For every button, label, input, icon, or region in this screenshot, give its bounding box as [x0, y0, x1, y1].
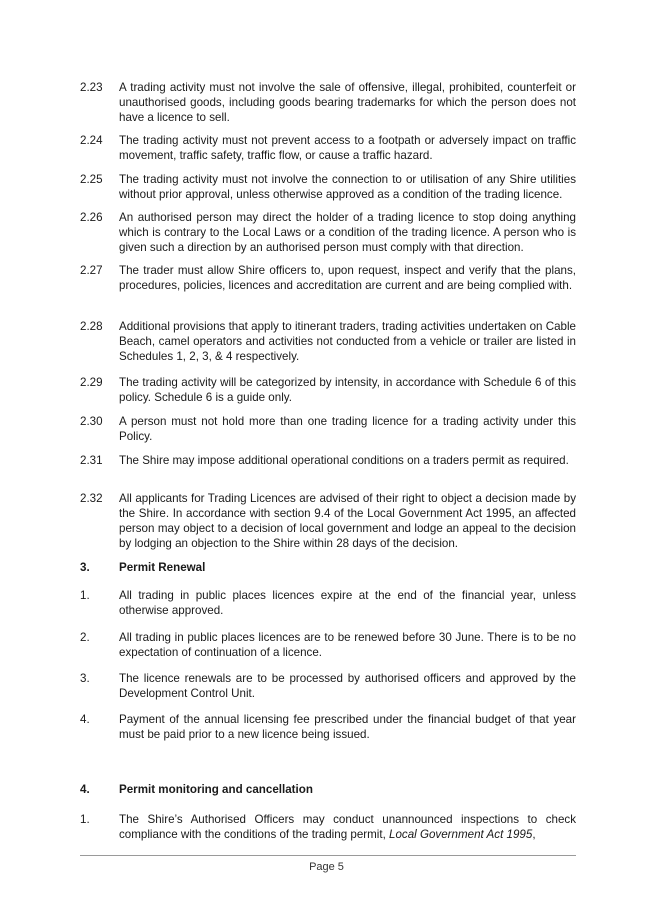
- item-text-plain: The Shire’s Authorised Officers may conduct unannounced inspections to check compliance with the conditions of the trading permit,: [119, 813, 576, 841]
- item-number: 4.: [80, 713, 90, 726]
- clause-number: 2.24: [80, 134, 103, 147]
- item-text: All trading in public places licences are to be renewed before 30 June. There is to be no expectation of continuation of a licence.: [119, 631, 576, 659]
- clause-number: 2.23: [80, 81, 103, 94]
- act-citation: Local Government Act 1995: [389, 828, 533, 841]
- item-text: Payment of the annual licensing fee prescribed under the financial budget of that year must be paid prior to a new licence being issued.: [119, 713, 576, 741]
- clause-number: 2.28: [80, 320, 103, 333]
- item-text-tail: ,: [532, 828, 536, 841]
- clause-number: 2.31: [80, 454, 103, 467]
- section-number: 3.: [80, 561, 90, 574]
- section-title: Permit Renewal: [119, 561, 206, 574]
- item-number: 1.: [80, 813, 90, 826]
- clause-text: A trading activity must not involve the sale of offensive, illegal, prohibited, counterfeit or unauthorised goods, including goods bearing trademarks for which the person does not have a licence to sell.: [119, 81, 576, 124]
- page-number: Page 5: [309, 861, 344, 873]
- section-number: 4.: [80, 783, 90, 796]
- clause-text: A person must not hold more than one trading licence for a trading activity under this Policy.: [119, 415, 576, 443]
- clause-number: 2.27: [80, 264, 103, 277]
- clause-text: The Shire may impose additional operational conditions on a traders permit as required.: [119, 454, 569, 467]
- item-text: The licence renewals are to be processed by authorised officers and approved by the Development Control Unit.: [119, 672, 576, 700]
- clause-text: The trading activity must not prevent access to a footpath or adversely impact on traffic movement, traffic safety, traffic flow, or cause a traffic hazard.: [119, 134, 576, 162]
- clause-number: 2.32: [80, 492, 103, 505]
- clause-text: The trader must allow Shire officers to, upon request, inspect and verify that the plans, procedures, policies, licences and accreditation are current and are being complied with.: [119, 264, 576, 292]
- footer-divider: [80, 855, 576, 856]
- clause-number: 2.25: [80, 173, 103, 186]
- clause-text: The trading activity must not involve the connection to or utilisation of any Shire utilities without prior approval, unless otherwise approved as a condition of the trading licence.: [119, 173, 576, 201]
- clause-text: All applicants for Trading Licences are advised of their right to object a decision made by the Shire. In accordance with section 9.4 of the Local Government Act 1995, an affected person may object to a decision of local government and lodge an appeal to the decision by lodging an objection to the Shire within 28 days of the decision.: [119, 492, 576, 550]
- item-text: [119, 812, 576, 842]
- clause-text: Additional provisions that apply to itinerant traders, trading activities undertaken on Cable Beach, camel operators and activities not conducted from a vehicle or trailer are listed in Schedules 1, 2, 3, & 4 respectively.: [119, 320, 576, 363]
- item-number: 3.: [80, 672, 90, 685]
- clause-number: 2.29: [80, 376, 103, 389]
- clause-text: An authorised person may direct the holder of a trading licence to stop doing anything which is contrary to the Local Laws or a condition of the trading licence. A person who is given such a direction by an authorised person must comply with that direction.: [119, 211, 576, 254]
- item-number: 1.: [80, 589, 90, 602]
- item-number: 2.: [80, 631, 90, 644]
- section-title: Permit monitoring and cancellation: [119, 783, 313, 796]
- clause-text: The trading activity will be categorized by intensity, in accordance with Schedule 6 of this policy. Schedule 6 is a guide only.: [119, 376, 576, 404]
- clause-number: 2.30: [80, 415, 103, 428]
- clause-number: 2.26: [80, 211, 103, 224]
- item-text: All trading in public places licences expire at the end of the financial year, unless otherwise approved.: [119, 589, 576, 617]
